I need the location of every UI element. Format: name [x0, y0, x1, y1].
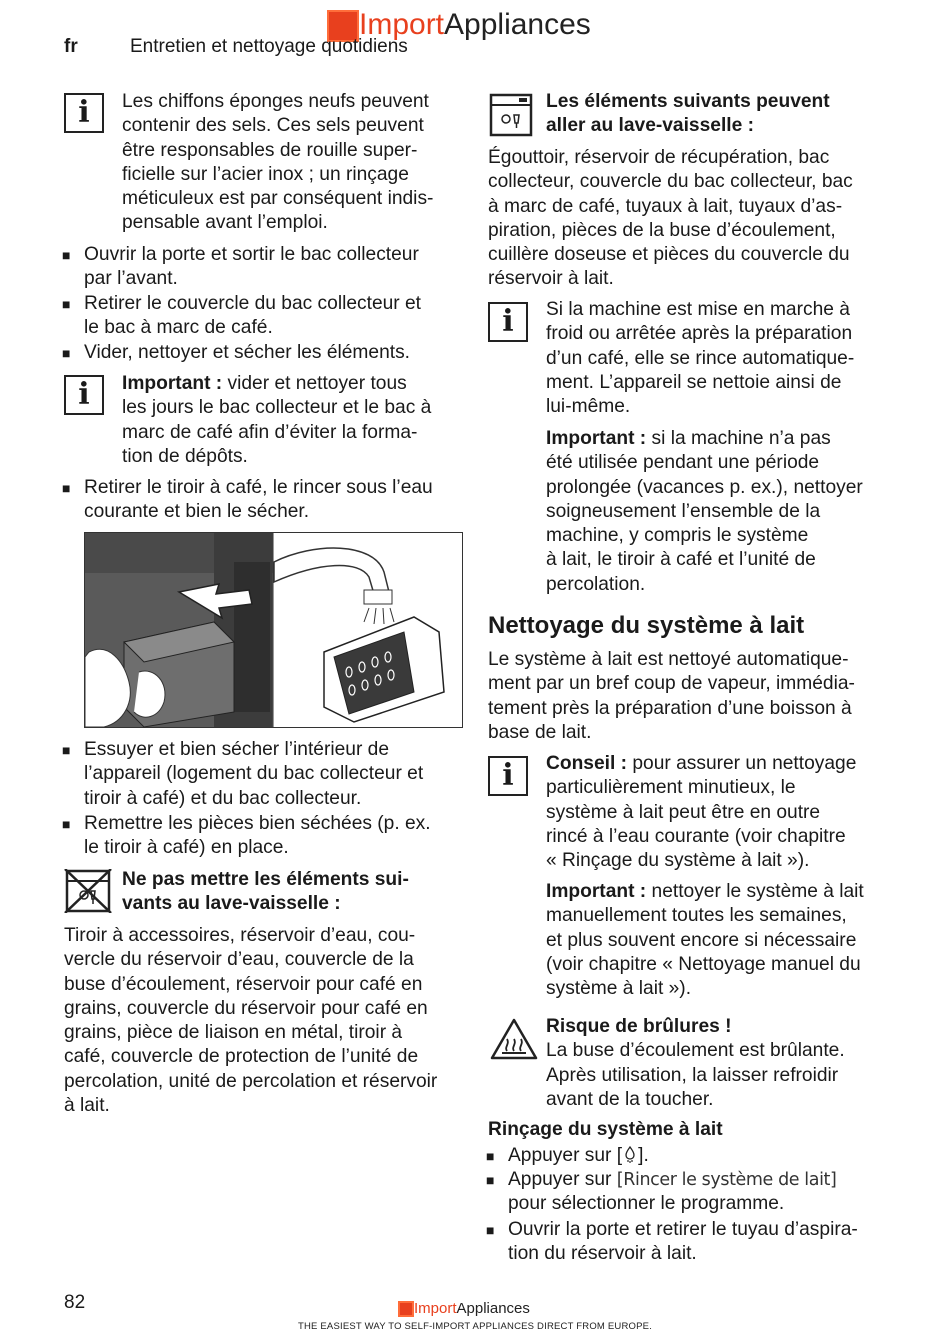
text-line: contenir des sels. Ces sels peuvent	[122, 115, 424, 137]
text-line: Appuyer sur	[508, 1169, 617, 1190]
info-note-tip	[546, 752, 856, 873]
text-line: soigneusement l’ensemble de la	[546, 500, 821, 522]
text-line: tion de dépôts.	[122, 445, 248, 467]
bullet-item	[84, 476, 433, 525]
important-label: Important :	[122, 373, 223, 394]
text-line: ■ Essuyer et bien sécher l’intérieur de	[84, 739, 390, 760]
bullet-item	[84, 292, 421, 341]
text-line: pensable avant l’emploi.	[122, 212, 328, 234]
text-line: pour assurer un nettoyage	[627, 753, 857, 774]
text-line: tiroir à café) et du bac collecteur.	[84, 787, 362, 809]
text-line: système à lait peut être en outre	[546, 801, 821, 823]
text-line: buse d’écoulement, réservoir pour café en	[64, 973, 423, 995]
dishwasher-icon	[489, 93, 533, 137]
text-line: ■ Remettre les pièces bien séchées (p. ex.	[84, 813, 431, 834]
bullet-item	[84, 738, 423, 811]
text-line: méticuleux est par conséquent indis-	[122, 188, 434, 210]
text-line: aller au lave-vaisselle :	[546, 115, 754, 137]
text-line: (voir chapitre « Nettoyage manuel du	[546, 953, 861, 975]
footer-logo	[398, 1300, 530, 1317]
no-dishwasher-icon	[64, 869, 112, 913]
text-line: le bac à marc de café.	[84, 317, 273, 339]
text-line: ■ Ouvrir la porte et retirer le tuyau d’aspira-	[508, 1219, 858, 1240]
logo-square-icon	[398, 1301, 414, 1317]
text-line: grains, couvercle du réservoir pour café en	[64, 997, 428, 1019]
info-note-important-unused	[546, 427, 863, 597]
text-line: prolongée (vacances p. ex.), nettoyer	[546, 476, 863, 498]
text-line: lui-même.	[546, 396, 631, 418]
text-line: percolation.	[546, 573, 646, 595]
info-note-important-weekly	[546, 880, 864, 1001]
info-note-sponges	[122, 90, 433, 236]
text-line: cuillère doseuse et pièces du couvercle du	[488, 244, 850, 266]
no-dishwasher-list	[64, 924, 437, 1118]
text-line: à lait.	[64, 1095, 110, 1117]
bullet-item	[508, 1144, 649, 1168]
page-number: 82	[64, 1292, 86, 1313]
text-line: Appuyer sur [	[508, 1145, 623, 1166]
text-line: les jours le bac collecteur et le bac à	[122, 397, 432, 419]
logo-text-appliances: Appliances	[444, 8, 591, 41]
text-line: Le système à lait est nettoyé automatique-	[488, 649, 849, 670]
language-code: fr	[64, 36, 78, 57]
info-icon: i	[64, 375, 104, 415]
tip-label: Conseil :	[546, 753, 628, 774]
footer-tagline: THE EASIEST WAY TO SELF-IMPORT APPLIANCES DIRECT FROM EUROPE.	[297, 1321, 653, 1332]
text-line: Après utilisation, la laisser refroidir	[546, 1064, 839, 1086]
text-line: piration, pièces de la buse d’écoulement,	[488, 219, 836, 241]
info-note-auto-rinse	[546, 298, 854, 419]
logo-text-appliances: Appliances	[456, 1300, 530, 1317]
milk-rinse-icon	[622, 1145, 638, 1163]
section-title: Entretien et nettoyage quotidiens	[130, 36, 408, 57]
info-icon: i	[488, 302, 528, 342]
text-line: et plus souvent encore si nécessaire	[546, 929, 857, 951]
logo-text-import: Import	[359, 8, 445, 41]
text-line: d’un café, elle se rince automatique-	[546, 347, 855, 369]
logo-text-import: Import	[414, 1300, 457, 1317]
warning-title: Risque de brûlures !	[546, 1016, 732, 1037]
text-line: marc de café afin d’éviter la forma-	[122, 421, 418, 443]
text-line: vercle du réservoir d’eau, couvercle de la	[64, 949, 414, 971]
bullet-item	[508, 1218, 858, 1267]
dishwasher-list	[488, 146, 853, 292]
text-line: par l’avant.	[84, 268, 178, 290]
text-line: vider et nettoyer tous	[222, 373, 407, 394]
text-line: ■ Vider, nettoyer et sécher les éléments.	[84, 342, 411, 363]
text-line: froid ou arrêtée après la préparation	[546, 323, 853, 345]
bullet-item	[84, 341, 410, 365]
text-line: été utilisée pendant une période	[546, 452, 820, 474]
text-line: à lait, le tiroir à café et l’unité de	[546, 549, 816, 571]
hot-surface-warning-icon	[489, 1017, 539, 1061]
text-line: ment par un bref coup de vapeur, immédia-	[488, 673, 855, 695]
text-line: courante et bien le sécher.	[84, 501, 310, 523]
text-line: rincé à l’eau courante (voir chapitre	[546, 825, 846, 847]
text-line: base de lait.	[488, 721, 592, 743]
text-line: nettoyer le système à lait	[646, 881, 864, 902]
info-note-important-daily	[122, 372, 431, 469]
text-line: ■ Retirer le tiroir à café, le rincer sous l’eau	[84, 477, 433, 498]
important-label: Important :	[546, 881, 647, 902]
milk-rinse-heading: Rinçage du système à lait	[488, 1119, 723, 1140]
no-dishwasher-title	[122, 868, 409, 917]
text-line: avant de la toucher.	[546, 1088, 714, 1110]
text-line: La buse d’écoulement est brûlante.	[546, 1040, 845, 1062]
text-line: collecteur, couvercle du bac collecteur, bac	[488, 171, 853, 193]
text-line: ■ Ouvrir la porte et sortir le bac collecteur	[84, 244, 419, 265]
burn-warning	[546, 1015, 845, 1112]
coffee-drawer-illustration	[84, 532, 463, 728]
bullet-item	[84, 243, 419, 292]
text-line: Ne pas mettre les éléments sui-	[122, 869, 409, 890]
text-line: à marc de café, tuyaux à lait, tuyaux d’as-	[488, 195, 843, 217]
text-line: vants au lave-vaisselle :	[122, 893, 341, 915]
text-line: particulièrement minutieux, le	[546, 777, 796, 799]
text-line: pour sélectionner le programme.	[508, 1193, 785, 1215]
text-line: Les éléments suivants peuvent	[546, 91, 830, 112]
text-line: être responsables de rouille super-	[122, 139, 418, 161]
text-line: Tiroir à accessoires, réservoir d’eau, cou-	[64, 925, 416, 946]
text-line: réservoir à lait.	[488, 268, 614, 290]
text-line: « Rinçage du système à lait »).	[546, 850, 810, 872]
text-line: ment. L’appareil se nettoie ainsi de	[546, 371, 842, 393]
text-line: ficielle sur l’acier inox ; un rinçage	[122, 163, 409, 185]
text-line: tement près la préparation d’une boisson à	[488, 697, 852, 719]
text-line: si la machine n’a pas	[646, 428, 831, 449]
text-line: ■ Retirer le couvercle du bac collecteur et	[84, 293, 422, 314]
program-key-label: [Rincer le système de lait]	[616, 1170, 837, 1190]
dishwasher-title	[546, 90, 830, 139]
text-line: manuellement toutes les semaines,	[546, 905, 847, 927]
milk-system-heading: Nettoyage du système à lait	[488, 612, 805, 639]
text-line: grains, pièce de liaison en métal, tiroir à	[64, 1022, 403, 1044]
text-line: percolation, unité de percolation et réservoir	[64, 1070, 438, 1092]
bullet-item	[84, 812, 431, 861]
text-line: café, couvercle de protection de l’unité de	[64, 1046, 419, 1068]
text-line: système à lait »).	[546, 978, 692, 1000]
text-line: l’appareil (logement du bac collecteur et	[84, 763, 424, 785]
milk-system-intro	[488, 648, 855, 745]
text-line: Égouttoir, réservoir de récupération, bac	[488, 147, 830, 168]
text-line: ].	[638, 1145, 649, 1166]
text-line: le tiroir à café) en place.	[84, 837, 289, 859]
important-label: Important :	[546, 428, 647, 449]
text-line: Si la machine est mise en marche à	[546, 299, 850, 320]
text-line: Les chiffons éponges neufs peuvent	[122, 91, 429, 112]
info-icon: i	[64, 93, 104, 133]
text-line: machine, y compris le système	[546, 525, 809, 547]
info-icon: i	[488, 756, 528, 796]
text-line: tion du réservoir à lait.	[508, 1243, 697, 1265]
bullet-item	[508, 1168, 836, 1217]
